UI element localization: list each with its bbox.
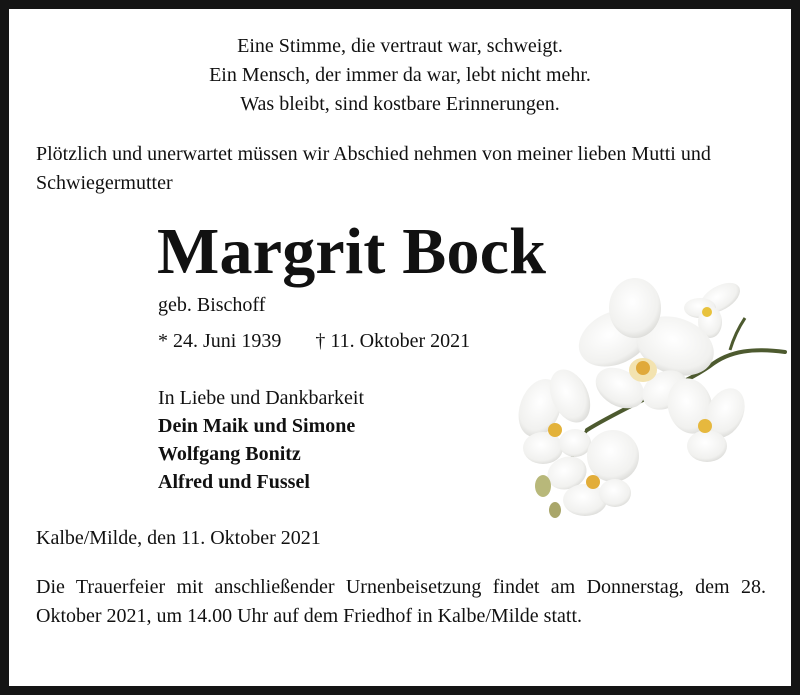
orchid-bud bbox=[549, 502, 561, 518]
birth-date: * 24. Juni 1939 bbox=[158, 330, 282, 352]
mourners bbox=[158, 384, 364, 496]
intro-text: Plötzlich und unerwartet müssen wir Abschied nehmen von meiner lieben Mutti und Schwiegermutter bbox=[36, 143, 711, 194]
deceased-name: Margrit Bock bbox=[157, 215, 547, 288]
orchid-flower bbox=[515, 363, 598, 464]
funeral-note: Die Trauerfeier mit anschließender Urnenbeisetzung findet am Donnerstag, dem 28. Oktober 2021, um 14.00 Uhr auf dem Friedhof in Kalbe/Milde statt. bbox=[36, 576, 766, 627]
poem bbox=[20, 32, 780, 119]
life-dates bbox=[158, 328, 470, 354]
place-date: Kalbe/Milde, den 11. Oktober 2021 bbox=[36, 527, 321, 549]
born-name: geb. Bischoff bbox=[158, 294, 266, 316]
orchid-bud bbox=[535, 475, 551, 497]
mourner-name: Alfred und Fussel bbox=[158, 471, 310, 493]
mourners-intro: In Liebe und Dankbarkeit bbox=[158, 387, 365, 409]
mourner-name: Wolfgang Bonitz bbox=[158, 443, 301, 465]
poem-line: Was bleibt, sind kostbare Erinnerungen. bbox=[240, 93, 560, 115]
orchid-flower bbox=[662, 373, 753, 462]
orchid-illustration bbox=[515, 278, 795, 523]
poem-line: Ein Mensch, der immer da war, lebt nicht mehr. bbox=[209, 64, 591, 86]
poem-line: Eine Stimme, die vertraut war, schweigt. bbox=[237, 35, 563, 57]
mourner-name: Dein Maik und Simone bbox=[158, 415, 356, 437]
death-date: † 11. Oktober 2021 bbox=[315, 330, 471, 352]
